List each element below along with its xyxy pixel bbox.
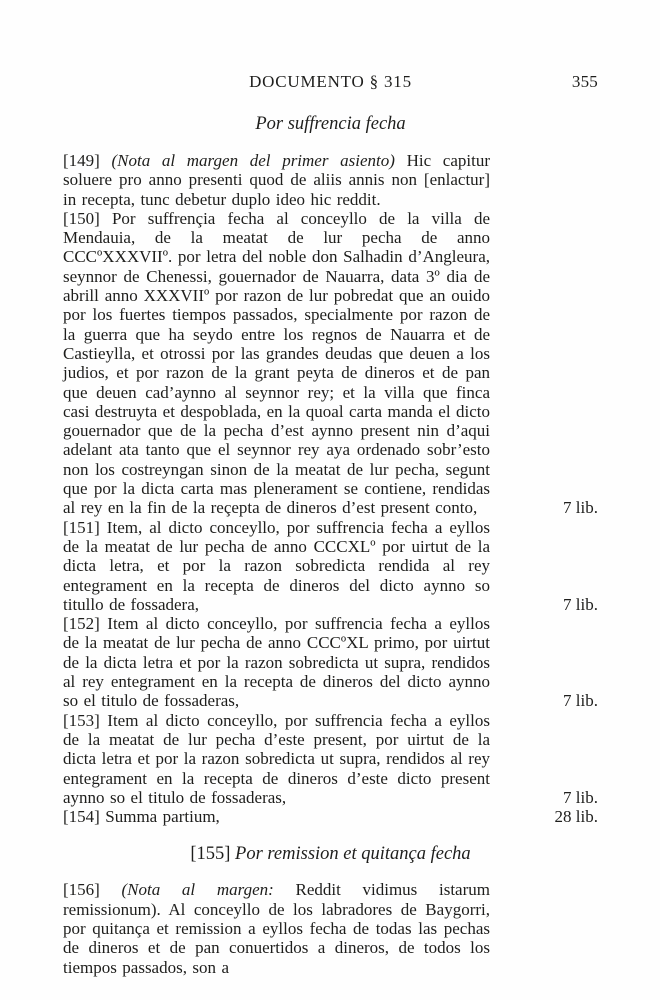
- entry-amount: 7 lib.: [563, 498, 598, 518]
- catalog-entry: [63, 151, 490, 209]
- entry-text: [149]: [63, 151, 112, 170]
- catalog-entry: [63, 807, 598, 827]
- catalog-entry: [63, 614, 598, 711]
- entry-text: [152] Item al dicto conceyllo, por suffrencia fecha a eyllos de la meatat de lur pecha de anno CCCºXL primo, por uirtut de la dicta letra et por la razon sobredicta ut supra, rendidos al rey entegrament en la recepta de dineros del dicto aynno so el titulo de fossaderas,: [63, 614, 490, 711]
- entries-group-remission: [63, 880, 490, 976]
- entry-text: [151] Item, al dicto conceyllo, por suffrencia fecha a eyllos de la meatat de lur pecha de anno CCCXLº por uirtut de la dicta letra, et por la razon sobredicta rendida al rey entegrament en la recepta de dineros del dicto aynno so titullo de fossadera,: [63, 517, 490, 614]
- entry-amount: 7 lib.: [563, 691, 598, 711]
- document-body: [63, 151, 598, 977]
- subsection-title: Por remission et quitança fecha: [235, 844, 471, 865]
- subsection-number: [155]: [190, 844, 236, 865]
- entry-text: [154] Summa partium,: [63, 807, 220, 827]
- entries-group-suffrencia: [63, 151, 598, 827]
- entry-text: Reddit vidimus istarum remissionum). Al conceyllo de los labradores de Baygorri, por quitança et remission a eyllos fecha de todas las pechas de dineros et de pan conuertidos a dineros, de todos los tiempos passados, son a: [63, 880, 490, 977]
- entry-amount: 28 lib.: [554, 807, 598, 827]
- catalog-entry: [63, 208, 598, 518]
- catalog-entry: [63, 710, 598, 807]
- catalog-entry: [63, 517, 598, 614]
- entry-text: [153] Item al dicto conceyllo, por suffrencia fecha a eyllos de la meatat de lur pecha d’este present, por uirtut de la dicta letra et por la razon sobredicta ut supra, rendidos al rey entegrament en la recepta de dineros d’este dicto present aynno so el titulo de fossaderas,: [63, 710, 490, 807]
- entry-text-italic: (Nota al margen:: [121, 880, 274, 900]
- entry-text: Hic capitur soluere pro anno presenti quod de aliis annis non [enlactur] in recepta, tunc debetur duplo ideo hic reddit.: [63, 151, 490, 209]
- entry-amount: 7 lib.: [563, 787, 598, 807]
- running-header: [63, 72, 598, 92]
- subsection-heading: [63, 843, 598, 865]
- entry-amount: 7 lib.: [563, 594, 598, 614]
- page-number: 355: [571, 72, 598, 91]
- entry-text: [156]: [63, 880, 122, 900]
- section-heading: Por suffrencia fecha: [255, 114, 406, 134]
- running-header-title: DOCUMENTO § 315: [249, 72, 412, 91]
- entry-text-italic: (Nota al margen del primer asiento): [111, 151, 395, 170]
- entry-text: [150] Por suffrençia fecha al conceyllo de la villa de Mendauia, de la meatat de lur pecha de anno CCCºXXXVIIº. por letra del noble don Salhadin d’Angleura, seynnor de Chenessi, gouernador de Nauarra, data 3º dia de abrill anno XXXVIIº por razon de lur pobredat que an ouido por los fuertes tiempos passados, specialmente por razon de la guerra que ha seydo entre los regnos de Nauarra et de Castieylla, et otrossi por las grandes deudas que deuen a los judios, et por razon de la grant peyta de dineros et de pan que deuen cad’aynno al seynnor rey; et la villa que finca casi destruyta et despoblada, en la quoal carta manda el dicto gouernador que de la pecha d’est aynno present nin d’aqui adelant ata tanto que el seynnor rey aya ordenado sobr’esto non los costreyngan sinon de la meatat de lur pecha, segunt que por la dicta carta mas plenerament se contiene, rendidas al rey en la fin de la reçepta de dineros d’est present conto,: [63, 208, 490, 518]
- catalog-entry: [63, 880, 490, 976]
